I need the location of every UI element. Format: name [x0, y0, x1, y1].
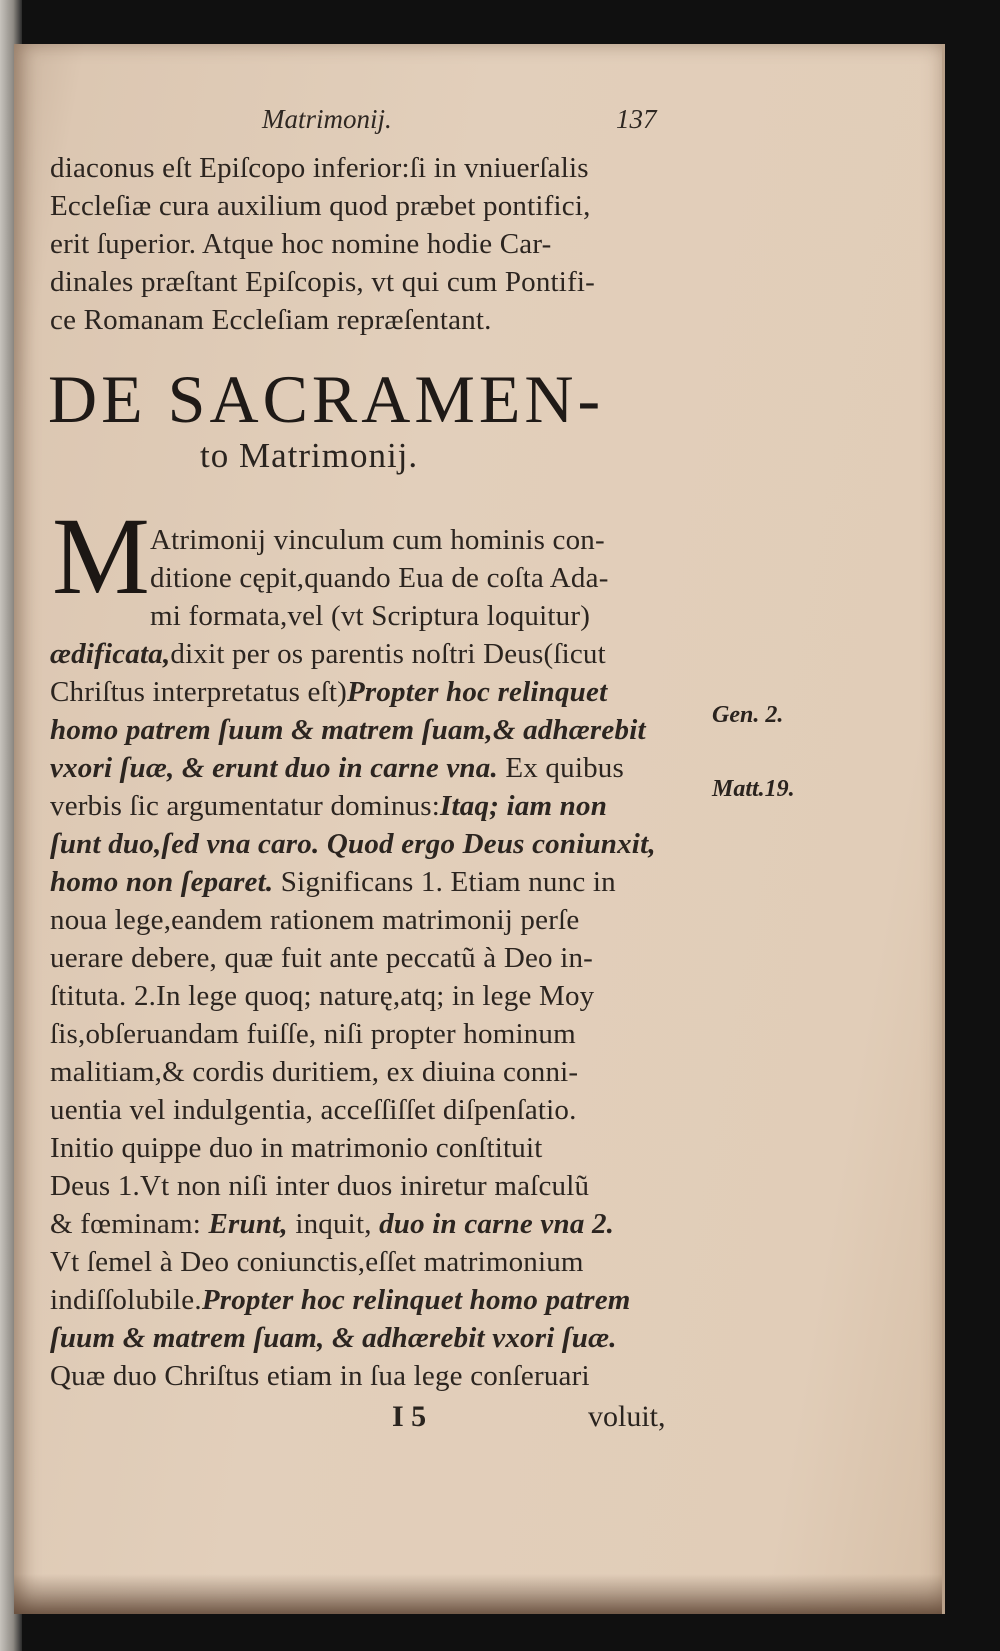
text-span: Chriſtus interpretatus eſt) [50, 676, 347, 708]
text-span: Significans 1. Etiam nunc in [273, 866, 616, 898]
text-line [50, 752, 690, 788]
italic-quote: homo non ſeparet. [50, 866, 274, 898]
text-line: Atrimonij vinculum cum hominis con- [150, 524, 605, 556]
running-head-title: Matrimonij. [262, 104, 392, 134]
text-span: inquit, [287, 1208, 380, 1240]
italic-quote: ſunt duo,ſed vna caro. Quod ergo Deus coniunxit, [50, 828, 656, 860]
text-line [50, 828, 690, 864]
italic-quote: Propter hoc relinquet [346, 676, 608, 708]
text-line [50, 638, 690, 674]
text-line: mi formata,vel (vt Scriptura loquitur) [150, 600, 591, 632]
text-line [50, 1284, 690, 1320]
drop-cap: M [52, 495, 150, 617]
text-span: & fœminam: [50, 1208, 209, 1240]
text-line [50, 676, 690, 712]
chapter-heading: DE SACRAMEN- [48, 361, 605, 437]
catchword: voluit, [588, 1400, 666, 1433]
page-bottom-stain [14, 1574, 942, 1614]
text-span: Ex quibus [497, 752, 624, 784]
italic-quote: homo patrem ſuum & matrem ſuam,& adhærebit [50, 714, 646, 746]
margin-note-matt: Matt.19. [712, 776, 795, 802]
text-line: Vt ſemel à Deo coniunctis,eſſet matrimonium [50, 1246, 584, 1278]
text-line: ſtituta. 2.In lege quoq; naturę,atq; in lege Moy [50, 980, 595, 1012]
text-line [50, 1208, 690, 1244]
italic-quote: Propter hoc relinquet homo patrem [201, 1284, 631, 1316]
italic-quote: ædificata, [50, 638, 171, 670]
text-line [50, 866, 690, 902]
text-line: erit ſuperior. Atque hoc nomine hodie Car- [50, 228, 552, 260]
text-span: verbis ſic argumentatur dominus: [50, 790, 441, 822]
text-line: ſis,obſeruandam fuiſſe, niſi propter hominum [50, 1018, 576, 1050]
text-line: dinales præſtant Epiſcopis, vt qui cum Pontifi- [50, 266, 596, 298]
italic-quote: vxori ſuæ, & erunt duo in carne vna. [50, 752, 498, 784]
italic-quote: Erunt, [208, 1208, 288, 1240]
running-head [0, 104, 1000, 136]
text-line: Quæ duo Chriſtus etiam in ſua lege conſeruari [50, 1360, 590, 1392]
chapter-subheading: to Matrimonij. [200, 436, 419, 475]
text-line: uerare debere, quæ fuit ante peccatũ à Deo in- [50, 942, 594, 974]
italic-quote: ſuum & matrem ſuam, & adhærebit vxori ſuæ. [50, 1322, 617, 1354]
text-line: uentia vel indulgentia, acceſſiſſet diſpenſatio. [50, 1094, 577, 1126]
text-span: dixit per os parentis noſtri Deus(ſicut [170, 638, 606, 670]
text-line: malitiam,& cordis duritiem, ex diuina conni- [50, 1056, 579, 1088]
text-line: noua lege,eandem rationem matrimonij perſe [50, 904, 580, 936]
text-line: Initio quippe duo in matrimonio conſtituit [50, 1132, 543, 1164]
margin-note-gen: Gen. 2. [712, 702, 784, 728]
text-line [50, 1322, 690, 1358]
italic-quote: Itaq; iam non [440, 790, 608, 822]
text-line [50, 714, 690, 750]
signature-mark: I 5 [392, 1400, 427, 1433]
text-line: ce Romanam Eccleſiam repræſentant. [50, 304, 492, 336]
text-line: ditione cępit,quando Eua de coſta Ada- [150, 562, 609, 594]
text-line: diaconus eſt Epiſcopo inferior:ſi in vniuerſalis [50, 152, 589, 184]
italic-quote: duo in carne vna 2. [379, 1208, 615, 1240]
text-line [50, 790, 690, 826]
text-line: Eccleſiæ cura auxilium quod præbet pontifici, [50, 190, 591, 222]
text-span: indiſſolubile. [50, 1284, 202, 1316]
text-line: Deus 1.Vt non niſi inter duos iniretur maſculũ [50, 1170, 590, 1202]
page-footer [0, 1400, 1000, 1436]
page-number: 137 [616, 104, 657, 134]
